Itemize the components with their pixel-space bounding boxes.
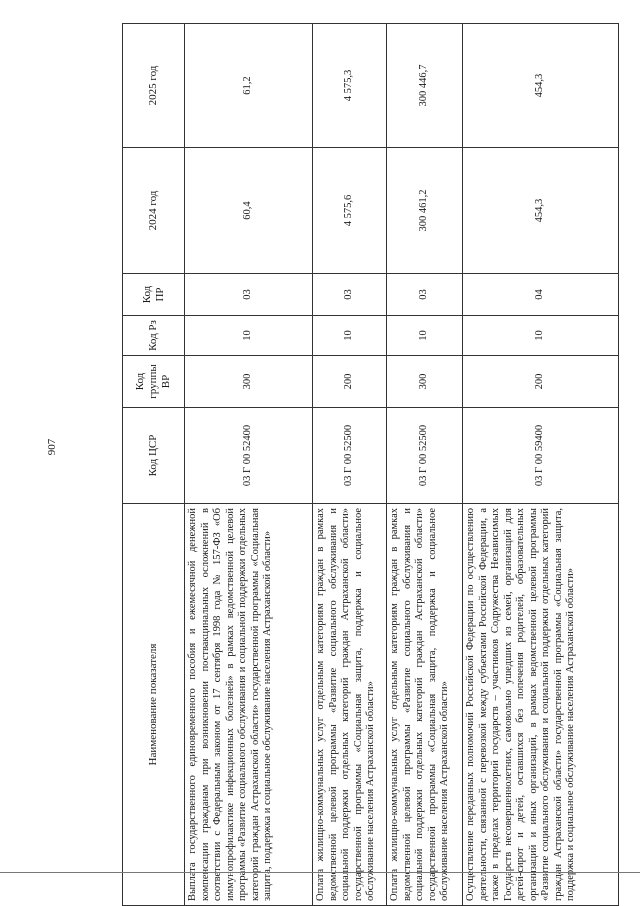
row-2025: 454,3 <box>463 24 619 148</box>
row-name: Оплата жилищно-коммунальных услуг отдельным категориям граждан в рамках ведомственной целевой программы «Развитие социального обслуживания и социальной поддержки отдельных категорий граждан Астраханской области» государственной программы «Социальная защита, поддержка и социальное обслуживание населения Астраханской области» <box>313 504 387 906</box>
header-csr: Код ЦСР <box>123 408 185 504</box>
header-2025: 2025 год <box>123 24 185 148</box>
table-row <box>387 24 463 906</box>
row-pr: 03 <box>185 274 313 316</box>
row-csr: 03 Г 00 52500 <box>313 408 387 504</box>
row-2024: 60,4 <box>185 148 313 274</box>
row-2024: 454,3 <box>463 148 619 274</box>
row-2025: 4 575,3 <box>313 24 387 148</box>
row-2024: 4 575,6 <box>313 148 387 274</box>
row-pr: 03 <box>313 274 387 316</box>
row-rz: 10 <box>463 316 619 356</box>
budget-table <box>122 23 619 906</box>
header-vr: Код группы ВР <box>123 356 185 408</box>
header-name: Наименование показателя <box>123 504 185 906</box>
row-csr: 03 Г 00 59400 <box>463 408 619 504</box>
page-bottom-rule <box>0 872 640 873</box>
row-2025: 300 446,7 <box>387 24 463 148</box>
row-pr: 04 <box>463 274 619 316</box>
row-csr: 03 Г 00 52400 <box>185 408 313 504</box>
row-csr: 03 Г 00 52500 <box>387 408 463 504</box>
row-name: Осуществление переданных полномочий Российской Федерации по осуществлению деятельности, связанной с перевозкой между субъектами Российской Федерации, а также в пределах территорий государств – участников Содружества Независимых Государств несовершеннолетних, самовольно ушедших из семей, организаций для детей-сирот и детей, оставшихся без попечения родителей, образовательных организаций и иных организаций, в рамках ведомственной целевой программы «Развитие социального обслуживания и социальной поддержки отдельных категорий граждан Астраханской области» государственной программы «Социальная защита, поддержка и социальное обслуживание населения Астраханской области» <box>463 504 619 906</box>
row-vr: 300 <box>185 356 313 408</box>
budget-table-rotated <box>122 24 618 906</box>
row-2025: 61,2 <box>185 24 313 148</box>
row-rz: 10 <box>387 316 463 356</box>
table-row <box>313 24 387 906</box>
table-row <box>463 24 619 906</box>
header-2024: 2024 год <box>123 148 185 274</box>
table-header-row <box>123 24 185 906</box>
row-vr: 200 <box>463 356 619 408</box>
row-vr: 300 <box>387 356 463 408</box>
page-number: 907 <box>46 438 58 456</box>
row-rz: 10 <box>185 316 313 356</box>
row-vr: 200 <box>313 356 387 408</box>
header-pr: Код ПР <box>123 274 185 316</box>
row-rz: 10 <box>313 316 387 356</box>
row-pr: 03 <box>387 274 463 316</box>
row-2024: 300 461,2 <box>387 148 463 274</box>
table-row <box>185 24 313 906</box>
row-name: Оплата жилищно-коммунальных услуг отдельным категориям граждан в рамках ведомственной целевой программы «Развитие социального обслуживания и социальной поддержки отдельных категорий граждан Астраханской области» государственной программы «Социальная защита, поддержка и социальное обслуживание населения Астраханской области» <box>387 504 463 906</box>
header-rz: Код Рз <box>123 316 185 356</box>
row-name: Выплата государственного единовременного пособия и ежемесячной денежной компенсации гражданам при возникновении поствакцинальных осложнений в соответствии с Федеральным законом от 17 сентября 1998 года № 157-ФЗ «Об иммунопрофилактике инфекционных болезней» в рамках ведомственной целевой программы «Развитие социального обслуживания и социальной поддержки отдельных категорий граждан Астраханской области» государственной программы «Социальная защита, поддержка и социальное обслуживание населения Астраханской области» <box>185 504 313 906</box>
